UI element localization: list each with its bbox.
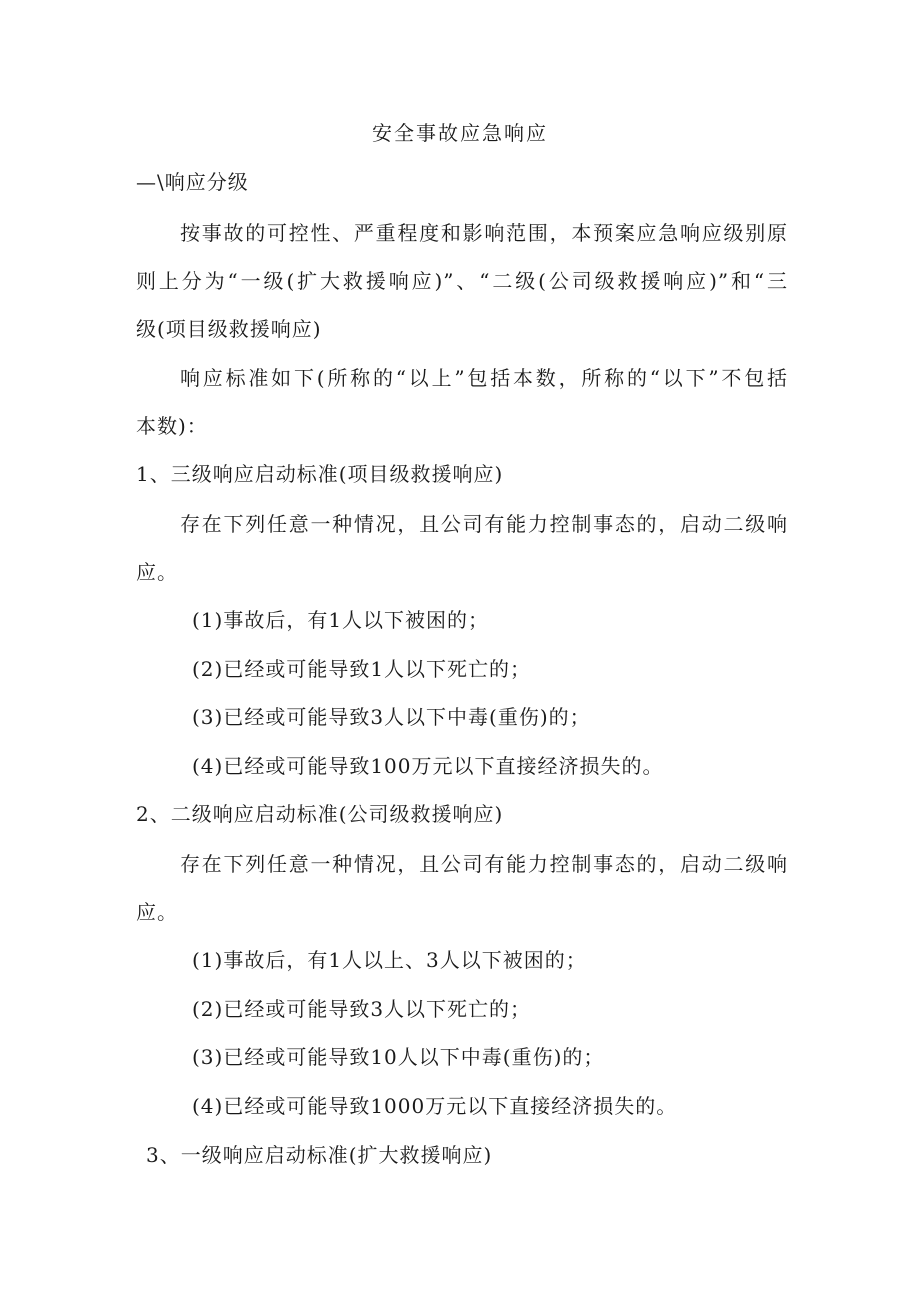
- list-item: (4)已经或可能导致100万元以下直接经济损失的。: [192, 754, 664, 778]
- paragraph-line: 存在下列任意一种情况，且公司有能力控制事态的，启动二级响: [180, 512, 788, 536]
- paragraph-line: 响应标准如下(所称的“以上”包括本数，所称的“以下”不包括: [180, 366, 788, 390]
- paragraph-line: 则上分为“一级(扩大救援响应)”、“二级(公司级救援响应)”和“三: [136, 269, 788, 293]
- paragraph-line: 按事故的可控性、严重程度和影响范围，本预案应急响应级别原: [180, 221, 788, 245]
- paragraph-line: 级(项目级救援响应): [136, 317, 322, 341]
- document-title: 安全事故应急响应: [372, 121, 548, 145]
- list-item: (1)事故后，有1人以上、3人以下被困的；: [192, 948, 587, 972]
- paragraph-line: 本数)：: [136, 414, 208, 438]
- list-item: (1)事故后，有1人以下被困的；: [192, 608, 490, 632]
- paragraph-line: 存在下列任意一种情况，且公司有能力控制事态的，启动二级响: [180, 852, 788, 876]
- list-item: (2)已经或可能导致3人以下死亡的；: [192, 997, 532, 1021]
- list-item: (2)已经或可能导致1人以下死亡的；: [192, 657, 532, 681]
- list-item: (3)已经或可能导致10人以下中毒(重伤)的；: [192, 1045, 605, 1069]
- paragraph-line: 应。: [136, 900, 178, 924]
- level3-heading: 1、三级响应启动标准(项目级救援响应): [136, 462, 504, 486]
- list-item: (3)已经或可能导致3人以下中毒(重伤)的；: [192, 705, 591, 729]
- level1-heading: 3、一级响应启动标准(扩大救援响应): [146, 1143, 493, 1167]
- level2-heading: 2、二级响应启动标准(公司级救援响应): [136, 802, 504, 826]
- paragraph-line: 应。: [136, 560, 178, 584]
- list-item: (4)已经或可能导致1000万元以下直接经济损失的。: [192, 1094, 678, 1118]
- section-heading-response-levels: —\响应分级: [136, 170, 249, 194]
